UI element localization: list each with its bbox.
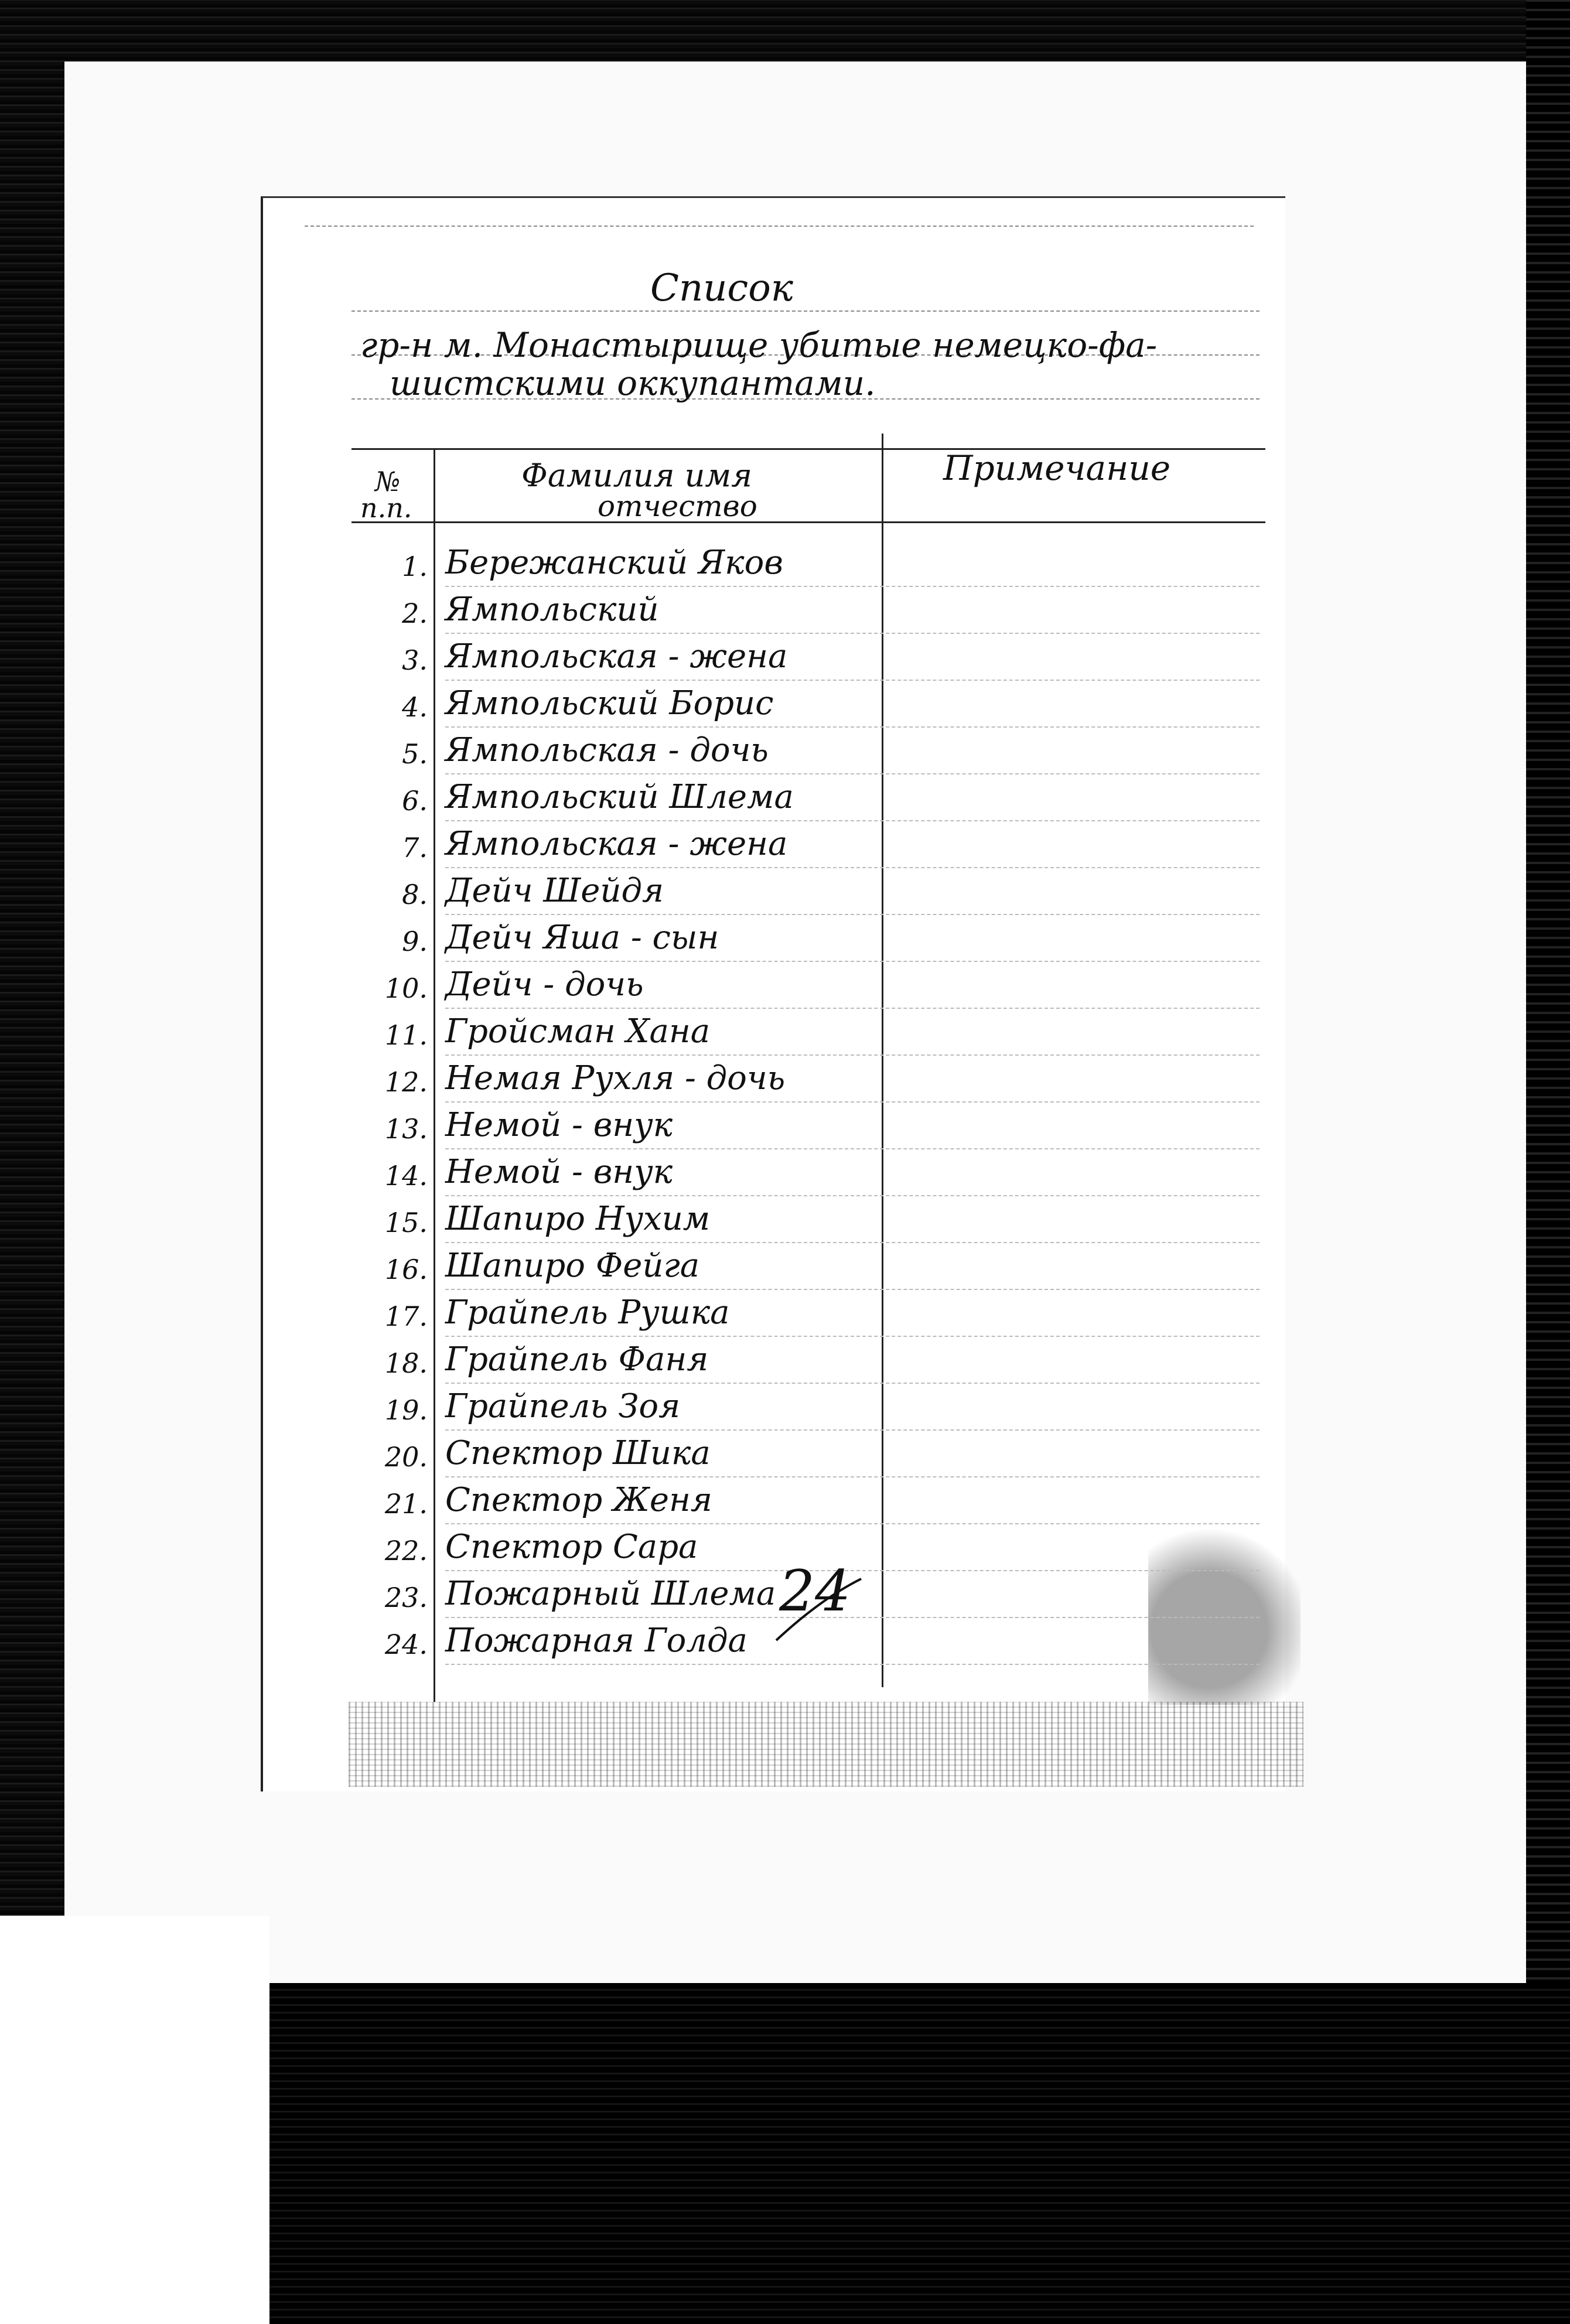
row-rule: [445, 1148, 1260, 1149]
row-number: 9.: [402, 926, 428, 957]
row-rule: [445, 1383, 1260, 1384]
page-total: 24: [779, 1558, 851, 1624]
column-header-remarks: Примечание: [943, 448, 1171, 488]
row-number: 4.: [402, 691, 428, 723]
row-name: Спектор Шика: [445, 1434, 711, 1472]
row-number: 11.: [384, 1019, 428, 1051]
row-name: Немая Рухля - дочь: [445, 1059, 786, 1097]
row-rule: [445, 1336, 1260, 1337]
row-name: Ямпольская - дочь: [445, 731, 769, 769]
column-header-name-2: отчество: [598, 489, 757, 523]
document-title: Список: [650, 267, 793, 310]
row-name: Немой - внук: [445, 1106, 673, 1144]
row-rule: [445, 726, 1260, 728]
row-rule: [445, 1429, 1260, 1431]
column-header-number-1: №: [375, 466, 401, 497]
document-heading-line-1: гр-н м. Монастырище убитые немецко-фа-: [360, 325, 1158, 365]
row-name: Дейч Шейдя: [445, 872, 664, 910]
page-total-underline: [773, 1576, 867, 1646]
row-name: Немой - внук: [445, 1153, 673, 1191]
row-rule: [445, 1523, 1260, 1524]
document-heading-line-2: шистскими оккупантами.: [390, 363, 876, 403]
column-header-number-2: п.п.: [360, 492, 412, 524]
row-number: 18.: [384, 1347, 428, 1379]
row-name: Ямпольский Шлема: [445, 778, 794, 816]
row-name: Пожарная Голда: [445, 1622, 748, 1660]
row-number: 13.: [384, 1113, 428, 1145]
column-divider: [434, 448, 435, 1702]
row-rule: [445, 1664, 1260, 1665]
row-rule: [445, 586, 1260, 587]
row-rule: [445, 1476, 1260, 1477]
row-name: Ямпольская - жена: [445, 825, 788, 863]
row-name: Бережанский Яков: [445, 544, 783, 582]
row-rule: [445, 1289, 1260, 1290]
row-name: Ямпольский Борис: [445, 684, 774, 722]
row-rule: [445, 680, 1260, 681]
row-rule: [445, 1101, 1260, 1103]
header-bottom-rule: [351, 521, 1265, 523]
row-number: 1.: [402, 551, 428, 582]
row-number: 2.: [402, 598, 428, 629]
row-rule: [445, 867, 1260, 868]
sheet-bottom-wear: [349, 1702, 1303, 1787]
column-header-name-1: Фамилия имя: [521, 457, 752, 494]
row-number: 16.: [384, 1254, 428, 1285]
ruled-line: [351, 310, 1260, 312]
row-name: Дейч Яша - сын: [445, 919, 719, 957]
row-name: Ямпольская - жена: [445, 637, 788, 675]
row-number: 14.: [384, 1160, 428, 1192]
row-number: 22.: [384, 1535, 428, 1567]
row-number: 24.: [384, 1629, 428, 1660]
row-number: 21.: [384, 1488, 428, 1520]
roster-table: [351, 434, 1265, 1711]
row-number: 17.: [384, 1301, 428, 1332]
row-rule: [445, 1054, 1260, 1056]
row-name: Ямпольский: [445, 591, 659, 629]
row-name: Пожарный Шлема: [445, 1575, 776, 1613]
row-number: 15.: [384, 1207, 428, 1238]
row-name: Дейч - дочь: [445, 965, 644, 1004]
row-name: Гройсман Хана: [445, 1012, 711, 1050]
row-name: Шапиро Фейга: [445, 1247, 700, 1285]
scan-bottom-left-margin: [0, 1916, 269, 2324]
ruled-line: [305, 226, 1254, 227]
row-number: 3.: [402, 644, 428, 676]
row-rule: [445, 1195, 1260, 1196]
row-rule: [445, 914, 1260, 915]
column-divider: [882, 434, 883, 1687]
row-number: 23.: [384, 1582, 428, 1613]
row-number: 12.: [384, 1066, 428, 1098]
row-rule: [445, 633, 1260, 634]
scan-bottom-margin: [269, 1983, 1570, 2324]
row-name: Грайпель Фаня: [445, 1340, 709, 1378]
row-rule: [445, 773, 1260, 774]
row-number: 6.: [402, 785, 428, 817]
row-rule: [445, 1008, 1260, 1009]
row-rule: [445, 1570, 1260, 1571]
row-name: Шапиро Нухим: [445, 1200, 711, 1238]
scan-right-edge: [1526, 0, 1570, 2324]
row-number: 10.: [384, 972, 428, 1004]
row-number: 8.: [402, 879, 428, 910]
row-name: Спектор Женя: [445, 1481, 712, 1519]
row-number: 20.: [384, 1441, 428, 1473]
row-name: Спектор Сара: [445, 1528, 698, 1566]
row-name: Грайпель Зоя: [445, 1387, 681, 1425]
row-name: Грайпель Рушка: [445, 1294, 730, 1332]
row-number: 5.: [402, 738, 428, 770]
row-rule: [445, 820, 1260, 821]
row-number: 19.: [384, 1394, 428, 1426]
row-number: 7.: [402, 832, 428, 864]
row-rule: [445, 1242, 1260, 1243]
row-rule: [445, 961, 1260, 962]
